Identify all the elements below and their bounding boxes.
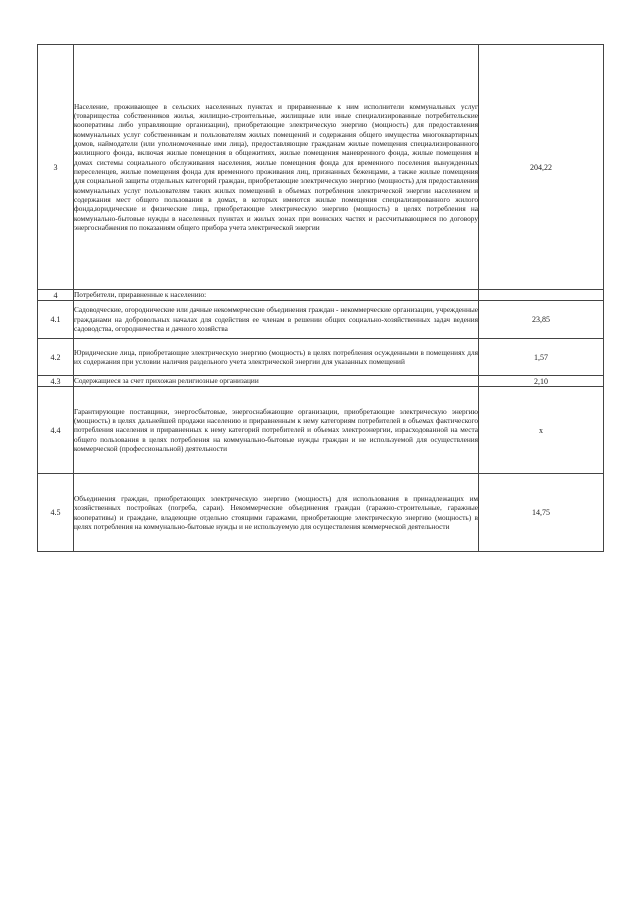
table-row [38, 387, 604, 474]
tariff-table [37, 44, 604, 552]
row-value: 204,22 [479, 45, 604, 290]
row-number: 4.5 [38, 474, 74, 552]
tariff-table-page [37, 44, 603, 552]
row-value: х [479, 387, 604, 474]
table-row [38, 376, 604, 387]
row-description-text: Потребители, приравненные к населению: [74, 290, 207, 300]
table-row [38, 339, 604, 376]
table-row [38, 290, 604, 301]
table-row [38, 45, 604, 290]
row-description-text: Объединения граждан, приобретающих электрическую энергию (мощность) для использования в принадлежащих им хозяйственных постройках (погреба, сараи). Некоммерческие объединения граждан (гаражно-строительные, гаражные кооперативы) и граждане, владеющие отдельно стоящими гаражами, приобретающие электрическую энергию (мощность) в целях потребления на коммунально-бытовые нужды и не используемую для осуществления коммерческой деятельности [74, 493, 478, 531]
row-description-text: Содержащиеся за счет прихожан религиозные организации [74, 376, 259, 386]
row-description [74, 339, 479, 376]
row-number: 3 [38, 45, 74, 290]
row-description-text: Юридические лица, приобретающие электрическую энергию (мощность) в целях потребления осужденными в помещениях для их содержания при условии наличия раздельного учета электрической энергии для указанных помещений [74, 347, 478, 366]
row-description [74, 474, 479, 552]
row-value: 23,85 [479, 301, 604, 339]
row-number: 4.1 [38, 301, 74, 339]
row-description-text: Население, проживающее в сельских населенных пунктах и приравненные к ним исполнители коммунальных услуг (товарищества собственников жилья, жилищно-строительные, жилищные или иные специализированные потребительские кооперативы либо управляющие организации), приобретающие электрическую энергию (мощность) для предоставления коммунальных услуг собственникам и пользователям жилых помещений и содержания общего имущества многоквартирных домов, наймодатели (или уполномоченные ими лица), предоставляющие гражданам жилые помещения специализированного жилищного фонда, включая жилые помещения в общежитиях, жилые помещения маневренного фонда, жилые помещения в домах системы социального обслуживания населения, жилые помещения фонда для временного поселения вынужденных переселенцев, жилые помещения фонда для временного проживания лиц, признанных беженцами, а также жилые помещения для социальной защиты отдельных категорий граждан, приобретающие электрическую энергию (мощность) для предоставления коммунальных услуг пользователям таких жилых помещений в объемах потребления электрической энергии населением и содержания мест общего пользования в домах, в которых имеются жилые помещения специализированного жилого фонда,юридические и физические лица, приобретающие электрическую энергию (мощность) в целях потребления на коммунально-бытовые нужды в населенных пунктах и жилых зонах при воинских частях и рассчитывающиеся по договору энергоснабжения по показаниям общего прибора учета электрической энергии [74, 101, 478, 233]
table-row [38, 474, 604, 552]
row-value: 14,75 [479, 474, 604, 552]
row-description-text: Гарантирующие поставщики, энергосбытовые, энергоснабжающие организации, приобретающие электрическую энергию (мощность) в целях дальнейшей продажи населению и приравненным к нему категориям потребителей в объемах фактического потребления населения и приравненных к нему категорий потребителей и объемах электроэнергии, израсходованной на места общего пользования в целях потребления на коммунально-бытовые нужды граждан и не используемой для осуществления коммерческой (профессиональной) деятельности [74, 406, 478, 454]
row-description-text: Садоводческие, огороднические или дачные некоммерческие объединения граждан - некоммерческие организации, учрежденные гражданами на добровольных началах для содействия ее членам в решении общих социально-хозяйственных задач ведения садоводства, огородничества и дачного хозяйства [74, 305, 478, 334]
row-number: 4 [38, 290, 74, 301]
row-description [74, 376, 479, 387]
row-value [479, 290, 604, 301]
row-value: 2,10 [479, 376, 604, 387]
row-number: 4.3 [38, 376, 74, 387]
table-row [38, 301, 604, 339]
row-number: 4.4 [38, 387, 74, 474]
row-description [74, 301, 479, 339]
row-value: 1,57 [479, 339, 604, 376]
row-description [74, 45, 479, 290]
row-number: 4.2 [38, 339, 74, 376]
row-description [74, 290, 479, 301]
row-description [74, 387, 479, 474]
